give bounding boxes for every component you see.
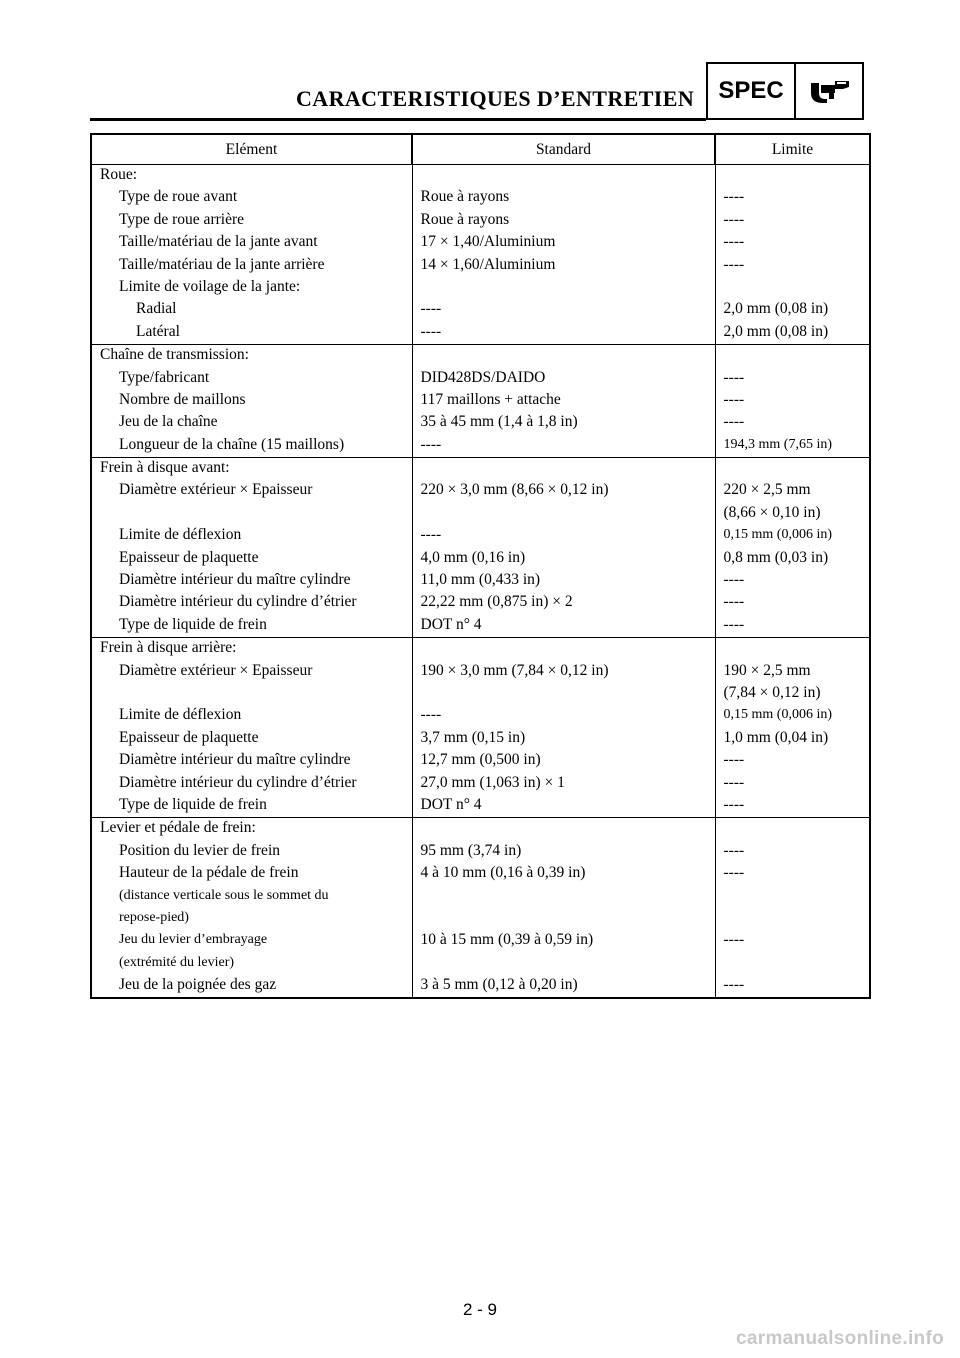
- standard-cell: 17 × 1,40/Aluminium: [412, 232, 715, 254]
- standard-cell: [412, 277, 715, 299]
- limit-cell: [715, 886, 870, 908]
- standard-cell: 190 × 3,0 mm (7,84 × 0,12 in): [412, 661, 715, 683]
- limit-cell: ----: [715, 841, 870, 863]
- table-row: [91, 390, 870, 412]
- spec-group: [91, 818, 870, 999]
- element-cell: repose-pied): [119, 909, 189, 925]
- limit-cell: [715, 277, 870, 299]
- standard-cell: 4,0 mm (0,16 in): [412, 548, 715, 570]
- table-row: [91, 841, 870, 863]
- standard-cell: [412, 345, 715, 368]
- table-row: [91, 570, 870, 592]
- element-cell: Taille/matériau de la jante arrière: [119, 255, 325, 273]
- limit-cell: ----: [715, 592, 870, 614]
- table-header-row: [91, 134, 870, 165]
- limit-cell: [715, 908, 870, 930]
- standard-cell: [412, 818, 715, 841]
- table-row: [91, 412, 870, 434]
- table-row: [91, 525, 870, 547]
- table-row: [91, 277, 870, 299]
- header-rule: [90, 118, 706, 121]
- element-cell: Jeu de la chaîne: [119, 413, 218, 431]
- standard-cell: [412, 165, 715, 188]
- table-row: [91, 592, 870, 614]
- table-row: [91, 750, 870, 772]
- column-header-limit: Limite: [715, 134, 870, 165]
- limit-cell: [715, 638, 870, 661]
- spec-group: [91, 165, 870, 345]
- limit-cell: 0,15 mm (0,006 in): [715, 525, 870, 547]
- table-row: [91, 210, 870, 232]
- element-cell: Type de roue arrière: [119, 210, 244, 228]
- column-header-element: Elément: [91, 134, 412, 165]
- limit-cell: 1,0 mm (0,04 in): [715, 728, 870, 750]
- element-cell: Diamètre intérieur du cylindre d’étrier: [119, 773, 357, 791]
- limit-cell: [715, 953, 870, 975]
- limit-cell: ----: [715, 187, 870, 209]
- limit-cell: ----: [715, 255, 870, 277]
- table-row: [91, 886, 870, 908]
- table-row: [91, 322, 870, 345]
- watermark: carmanualsonline.info: [736, 1328, 944, 1349]
- element-cell: (extrémité du levier): [119, 954, 235, 970]
- element-cell: Jeu de la poignée des gaz: [119, 976, 277, 994]
- element-cell: Nombre de maillons: [119, 390, 246, 408]
- limit-cell: ----: [715, 930, 870, 952]
- group-title-row: [91, 638, 870, 661]
- table-row: [91, 187, 870, 209]
- standard-cell: [412, 886, 715, 908]
- limit-cell: ----: [715, 975, 870, 998]
- limit-cell: [715, 818, 870, 841]
- limit-cell: 194,3 mm (7,65 in): [715, 435, 870, 458]
- table-row: [91, 863, 870, 885]
- group-title: Frein à disque avant:: [100, 459, 230, 477]
- limit-cell: [715, 345, 870, 368]
- standard-cell: ----: [412, 322, 715, 345]
- element-cell: Epaisseur de plaquette: [119, 728, 259, 746]
- table-row: [91, 503, 870, 525]
- standard-cell: Roue à rayons: [412, 187, 715, 209]
- standard-cell: 14 × 1,60/Aluminium: [412, 255, 715, 277]
- element-cell: [91, 683, 412, 705]
- table-row: [91, 953, 870, 975]
- limit-cell: ----: [715, 795, 870, 818]
- element-cell: Radial: [136, 300, 177, 318]
- element-cell: Diamètre extérieur × Epaisseur: [119, 661, 313, 679]
- group-title: Roue:: [100, 166, 138, 183]
- standard-cell: 10 à 15 mm (0,39 à 0,59 in): [412, 930, 715, 952]
- limit-cell: ----: [715, 232, 870, 254]
- element-cell: Latéral: [136, 322, 180, 340]
- limit-cell: 220 × 2,5 mm: [715, 480, 870, 502]
- element-cell: Limite de déflexion: [119, 706, 242, 724]
- limit-cell: 2,0 mm (0,08 in): [715, 299, 870, 321]
- spec-table: [90, 133, 871, 999]
- element-cell: Diamètre intérieur du maître cylindre: [119, 751, 351, 769]
- limit-cell: 2,0 mm (0,08 in): [715, 322, 870, 345]
- table-row: [91, 795, 870, 818]
- standard-cell: 3,7 mm (0,15 in): [412, 728, 715, 750]
- standard-cell: 4 à 10 mm (0,16 à 0,39 in): [412, 863, 715, 885]
- spec-group: [91, 458, 870, 638]
- element-cell: Jeu du levier d’embrayage: [119, 932, 268, 948]
- limit-cell: ----: [715, 368, 870, 390]
- table-row: [91, 975, 870, 998]
- limit-cell: 0,8 mm (0,03 in): [715, 548, 870, 570]
- element-cell: Type de liquide de frein: [119, 795, 267, 813]
- table-row: [91, 683, 870, 705]
- standard-cell: 12,7 mm (0,500 in): [412, 750, 715, 772]
- table-row: [91, 661, 870, 683]
- element-cell: Type de roue avant: [119, 188, 238, 206]
- standard-cell: DOT n° 4: [412, 615, 715, 638]
- standard-cell: 22,22 mm (0,875 in) × 2: [412, 592, 715, 614]
- page-number: 2 - 9: [462, 1300, 498, 1319]
- element-cell: Taille/matériau de la jante avant: [119, 233, 318, 251]
- standard-cell: [412, 953, 715, 975]
- element-cell: Position du levier de frein: [119, 841, 280, 859]
- limit-cell: [715, 458, 870, 481]
- standard-cell: 220 × 3,0 mm (8,66 × 0,12 in): [412, 480, 715, 502]
- table-row: [91, 930, 870, 952]
- page-header: [0, 0, 960, 130]
- limit-cell: ----: [715, 210, 870, 232]
- standard-cell: [412, 458, 715, 481]
- standard-cell: ----: [412, 435, 715, 458]
- group-title: Frein à disque arrière:: [100, 639, 237, 657]
- spec-group: [91, 345, 870, 458]
- table-row: [91, 480, 870, 502]
- limit-cell: ----: [715, 570, 870, 592]
- table-row: [91, 773, 870, 795]
- standard-cell: 11,0 mm (0,433 in): [412, 570, 715, 592]
- column-header-standard: Standard: [412, 134, 715, 165]
- element-cell: Type/fabricant: [119, 368, 210, 386]
- group-title: Levier et pédale de frein:: [100, 819, 256, 837]
- limit-cell: ----: [715, 863, 870, 885]
- limit-cell: ----: [715, 412, 870, 434]
- element-cell: Epaisseur de plaquette: [119, 548, 259, 566]
- table-row: [91, 368, 870, 390]
- standard-cell: 95 mm (3,74 in): [412, 841, 715, 863]
- standard-cell: 27,0 mm (1,063 in) × 1: [412, 773, 715, 795]
- element-cell: Diamètre intérieur du cylindre d’étrier: [119, 593, 357, 611]
- limit-cell: ----: [715, 615, 870, 638]
- table-row: [91, 548, 870, 570]
- limit-cell: ----: [715, 773, 870, 795]
- standard-cell: ----: [412, 299, 715, 321]
- table-row: [91, 435, 870, 458]
- standard-cell: 35 à 45 mm (1,4 à 1,8 in): [412, 412, 715, 434]
- limit-cell: (8,66 × 0,10 in): [715, 503, 870, 525]
- group-title-row: [91, 165, 870, 188]
- table-row: [91, 705, 870, 727]
- element-cell: Hauteur de la pédale de frein: [119, 864, 299, 882]
- limit-cell: 0,15 mm (0,006 in): [715, 705, 870, 727]
- element-cell: Diamètre extérieur × Epaisseur: [119, 481, 313, 499]
- standard-cell: DID428DS/DAIDO: [412, 368, 715, 390]
- group-title-row: [91, 818, 870, 841]
- element-cell: [91, 503, 412, 525]
- standard-cell: [412, 908, 715, 930]
- element-cell: Diamètre intérieur du maître cylindre: [119, 571, 351, 589]
- element-cell: Longueur de la chaîne (15 maillons): [119, 435, 345, 453]
- group-title-row: [91, 458, 870, 481]
- table-row: [91, 908, 870, 930]
- standard-cell: [412, 683, 715, 705]
- table-row: [91, 728, 870, 750]
- table-row: [91, 299, 870, 321]
- standard-cell: ----: [412, 525, 715, 547]
- limit-cell: ----: [715, 750, 870, 772]
- group-title: Chaîne de transmission:: [100, 346, 249, 364]
- table-row: [91, 615, 870, 638]
- limit-cell: (7,84 × 0,12 in): [715, 683, 870, 705]
- standard-cell: [412, 638, 715, 661]
- element-cell: Limite de déflexion: [119, 526, 242, 544]
- standard-cell: 117 maillons + attache: [412, 390, 715, 412]
- limit-cell: 190 × 2,5 mm: [715, 661, 870, 683]
- group-title-row: [91, 345, 870, 368]
- table-row: [91, 255, 870, 277]
- limit-cell: ----: [715, 390, 870, 412]
- element-cell: Type de liquide de frein: [119, 615, 267, 633]
- section-title: CARACTERISTIQUES D’ENTRETIEN: [296, 86, 695, 111]
- element-cell: Limite de voilage de la jante:: [119, 277, 301, 295]
- standard-cell: Roue à rayons: [412, 210, 715, 232]
- table-row: [91, 232, 870, 254]
- spec-group: [91, 638, 870, 818]
- limit-cell: [715, 165, 870, 188]
- spec-badge: [706, 62, 864, 120]
- caliper-icon: [796, 64, 862, 118]
- standard-cell: [412, 503, 715, 525]
- standard-cell: 3 à 5 mm (0,12 à 0,20 in): [412, 975, 715, 998]
- standard-cell: ----: [412, 705, 715, 727]
- element-cell: (distance verticale sous le sommet du: [119, 887, 329, 903]
- spec-badge-label: SPEC: [708, 64, 796, 118]
- standard-cell: DOT n° 4: [412, 795, 715, 818]
